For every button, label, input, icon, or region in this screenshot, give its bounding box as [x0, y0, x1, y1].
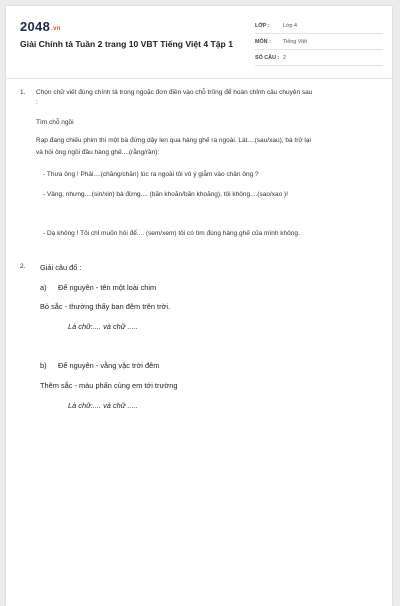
logo-sub-text: .vn [51, 26, 61, 32]
riddle-a-label: a) [40, 283, 47, 292]
riddle-a-line: Bỏ sắc - thường thấy ban đêm trên trời. [40, 302, 171, 311]
meta-label: SỐ CÂU : [255, 54, 280, 61]
dialogue-line: - Vâng, nhưng....(sin/xin) bà đừng.... (băn khoăn/băn khoăng), tôi không....(sao/xao )! [43, 191, 289, 198]
riddle-b-label: b) [40, 361, 47, 370]
question-1-prompt-end: : [36, 99, 38, 106]
riddle-a-text: Để nguyên - tên một loài chim [58, 283, 157, 292]
meta-value: Tiếng Việt [283, 38, 307, 45]
riddle-a-answer: Là chữ:.... và chữ ..... [68, 322, 138, 331]
meta-row-count [255, 50, 383, 66]
meta-value: Lớp 4 [283, 22, 298, 29]
document-sheet [6, 6, 392, 606]
story-line: và hỏi ông ngồi đầu hàng ghế....(rằng/rần): [36, 149, 160, 156]
site-logo[interactable] [20, 19, 61, 34]
meta-table [255, 18, 383, 66]
question-2-title: Giải câu đố : [40, 263, 82, 272]
document-header [6, 6, 392, 79]
riddle-b-line: Thêm sắc - màu phấn cùng em tới trường [40, 381, 178, 390]
meta-row-class [255, 18, 383, 34]
story-title: Tìm chỗ ngồi [36, 119, 74, 126]
meta-label: LỚP : [255, 22, 270, 29]
dialogue-line: - Dạ không ! Tôi chỉ muốn hỏi để.... (sem/xem) tôi có tìm đúng hàng ghế của mình không. [43, 230, 300, 237]
question-1-number: 1. [20, 89, 26, 96]
story-line: Rạp đang chiếu phim thì một bà đứng dậy len qua hàng ghế ra ngoài. Lát....(sau/xau), bà trở lại [36, 137, 311, 144]
riddle-b-answer: Là chữ:.... và chữ ..... [68, 401, 138, 410]
logo-main-text: 2048 [20, 19, 51, 34]
document-title: Giải Chính tả Tuần 2 trang 10 VBT Tiếng Việt 4 Tập 1 [20, 39, 233, 49]
riddle-b-text: Để nguyên - vằng vặc trời đêm [58, 361, 160, 370]
question-2-number: 2. [20, 263, 26, 270]
meta-label: MÔN : [255, 38, 271, 45]
question-1-prompt: Chọn chữ viết đúng chính tả trong ngoặc đơn điền vào chỗ trống để hoàn chỉnh câu chuyện sau [36, 89, 313, 96]
dialogue-line: - Thưa ông ! Phải....(chăng/chăn) lúc ra ngoài tôi vô ý giẫm vào chân ông ? [43, 171, 259, 178]
meta-row-subject [255, 34, 383, 50]
meta-value: 2 [283, 54, 286, 61]
